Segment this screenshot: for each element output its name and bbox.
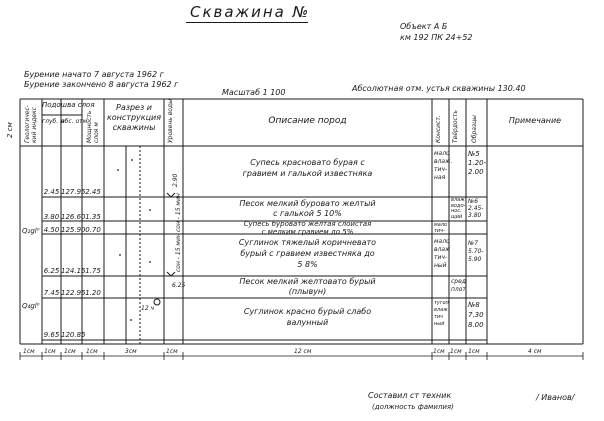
geo-index-lower: Q₄gl⁰ xyxy=(22,302,40,310)
layer-4-desc-line-1: Суглинок тяжелый коричневато xyxy=(238,238,377,247)
compiled-by: Составил ст техник xyxy=(368,391,452,400)
water-mark-1: 2.90 xyxy=(172,173,179,187)
drilling-started: Бурение начато 7 августа 1962 г xyxy=(24,70,164,79)
layer-5-desc-line-1: Песок мелкий желтовато бурый xyxy=(239,277,376,286)
dim-label: 1см xyxy=(450,348,462,355)
layer-3-desc-line-2: с мелким гравием до 5% xyxy=(261,228,354,236)
dim-label: 3см xyxy=(125,348,137,355)
dim-label: 4 см xyxy=(528,348,542,355)
geo-index-header: Геологичес-кий индекс xyxy=(24,105,38,143)
layer-4-consistency: мало влаж тич- ный xyxy=(434,238,451,269)
abs-mark-header: абс. отм xyxy=(61,118,88,125)
notes-header: Примечание xyxy=(508,116,562,125)
layer-1-desc-line-2: гравием и галькой известняка xyxy=(242,169,373,178)
depth-header: глуб. м xyxy=(42,118,65,125)
layer-1-depth: 2.45 xyxy=(43,188,60,196)
layer-5-desc-line-2: (плывун) xyxy=(288,287,327,296)
layer-3-desc-line-1: Супесь буровато желтая слоистая xyxy=(243,220,372,228)
layer-2-depth: 3.80 xyxy=(43,213,60,221)
drilling-finished: Бурение закончено 8 августа 1962 г xyxy=(24,80,179,89)
section-header: Разрез и конструкция скважины xyxy=(106,103,162,132)
layer-2-consistency: влаж водо- нос. щий xyxy=(451,197,466,220)
layer-2-thickness: 1.35 xyxy=(85,213,101,221)
layer-1-desc-line-1: Супесь красновато бурая с xyxy=(250,158,365,167)
km-label: км 192 ПК 24+52 xyxy=(400,33,473,42)
layer-2-desc-line-2: с галькой 5 10% xyxy=(273,209,342,218)
layer-3-depth: 4.50 xyxy=(43,226,60,234)
layer-3-thickness: 0.70 xyxy=(85,226,101,234)
water-level-header: Уровень воды xyxy=(167,99,174,143)
consistency-header: Консист. xyxy=(435,115,442,143)
layer-6-mark: 120.85 xyxy=(61,331,86,339)
layer-6-desc-line-2: валунный xyxy=(286,318,329,327)
layer-4-samples: №7 5.70- 5.90 xyxy=(468,240,484,263)
layer-4-mark: 124.15 xyxy=(61,267,86,275)
geo-index-upper: Q₂gl⁰ xyxy=(22,227,40,235)
layer-5-mark: 122.95 xyxy=(61,289,86,297)
dim-label: 1см xyxy=(23,348,35,355)
section-note-2: сон - 15 мин xyxy=(175,233,182,272)
layer-6-desc-line-1: Суглинок красно бурый слабо xyxy=(243,307,372,316)
section-note-1: сон - 15 мин xyxy=(175,193,182,232)
layer-3-mark: 125.90 xyxy=(61,226,86,234)
samples-header: Образцы xyxy=(471,115,478,143)
object-label: Объект А Б xyxy=(400,22,448,31)
mouth-elevation: Абсолютная отм. устья скважины 130.40 xyxy=(352,84,526,93)
layer-5-consistency: сред плот xyxy=(451,278,466,293)
dim-label: 12 см xyxy=(294,348,312,355)
layer-2-samples: №6 2.45- 3.80 xyxy=(468,198,484,219)
layer-4-desc-line-2: бурый с гравием известняка до xyxy=(240,249,375,258)
dim-label: 1см xyxy=(468,348,480,355)
layer-1-thickness: 2.45 xyxy=(85,188,101,196)
layer-4-depth: 6.25 xyxy=(43,267,60,275)
layer-1-consistency: мало влаж. тич- ная xyxy=(434,150,453,181)
dim-label: 1см xyxy=(166,348,178,355)
description-header: Описание пород xyxy=(268,116,347,126)
layer-6-samples: №8 7.30 8.00 xyxy=(468,301,484,329)
layer-6-consistency: тугоп влаж тич ный xyxy=(434,300,449,327)
layer-4-thickness: 1.75 xyxy=(85,267,101,275)
dim-label: 1см xyxy=(433,348,445,355)
layer-1-samples: №5 1.20- 2.00 xyxy=(468,150,487,176)
dim-label: 1см xyxy=(86,348,98,355)
hardness-header: Твёрдость xyxy=(452,110,459,143)
layer-6-depth: 9.65 xyxy=(43,331,60,339)
thickness-header: Мощность слоя м xyxy=(86,110,100,143)
bottom-group-header: Подошва слоя xyxy=(42,101,95,109)
signature: / Иванов/ xyxy=(536,393,575,402)
layer-4-desc-line-3: 5 8% xyxy=(297,260,318,269)
dim-label: 1см xyxy=(44,348,56,355)
layer-1-mark: 127.95 xyxy=(61,188,86,196)
layer-2-mark: 126.60 xyxy=(61,213,86,221)
scale-label: Масштаб 1 100 xyxy=(222,88,286,97)
page-title: Скважина № xyxy=(190,3,311,21)
layer-3-consistency: мало тич- xyxy=(434,222,448,234)
layer-2-desc-line-1: Песок мелкий буровато желтый xyxy=(239,199,376,208)
layer-5-thickness: 1.20 xyxy=(85,289,101,297)
layer-5-depth: 7.45 xyxy=(43,289,60,297)
role-caption: (должность фамилия) xyxy=(372,403,454,411)
left-axis-label: 2 см xyxy=(6,122,14,138)
water-mark-3: 12 ч xyxy=(141,305,155,312)
dim-label: 1см xyxy=(64,348,76,355)
water-mark-2: 6.25 xyxy=(172,282,186,289)
